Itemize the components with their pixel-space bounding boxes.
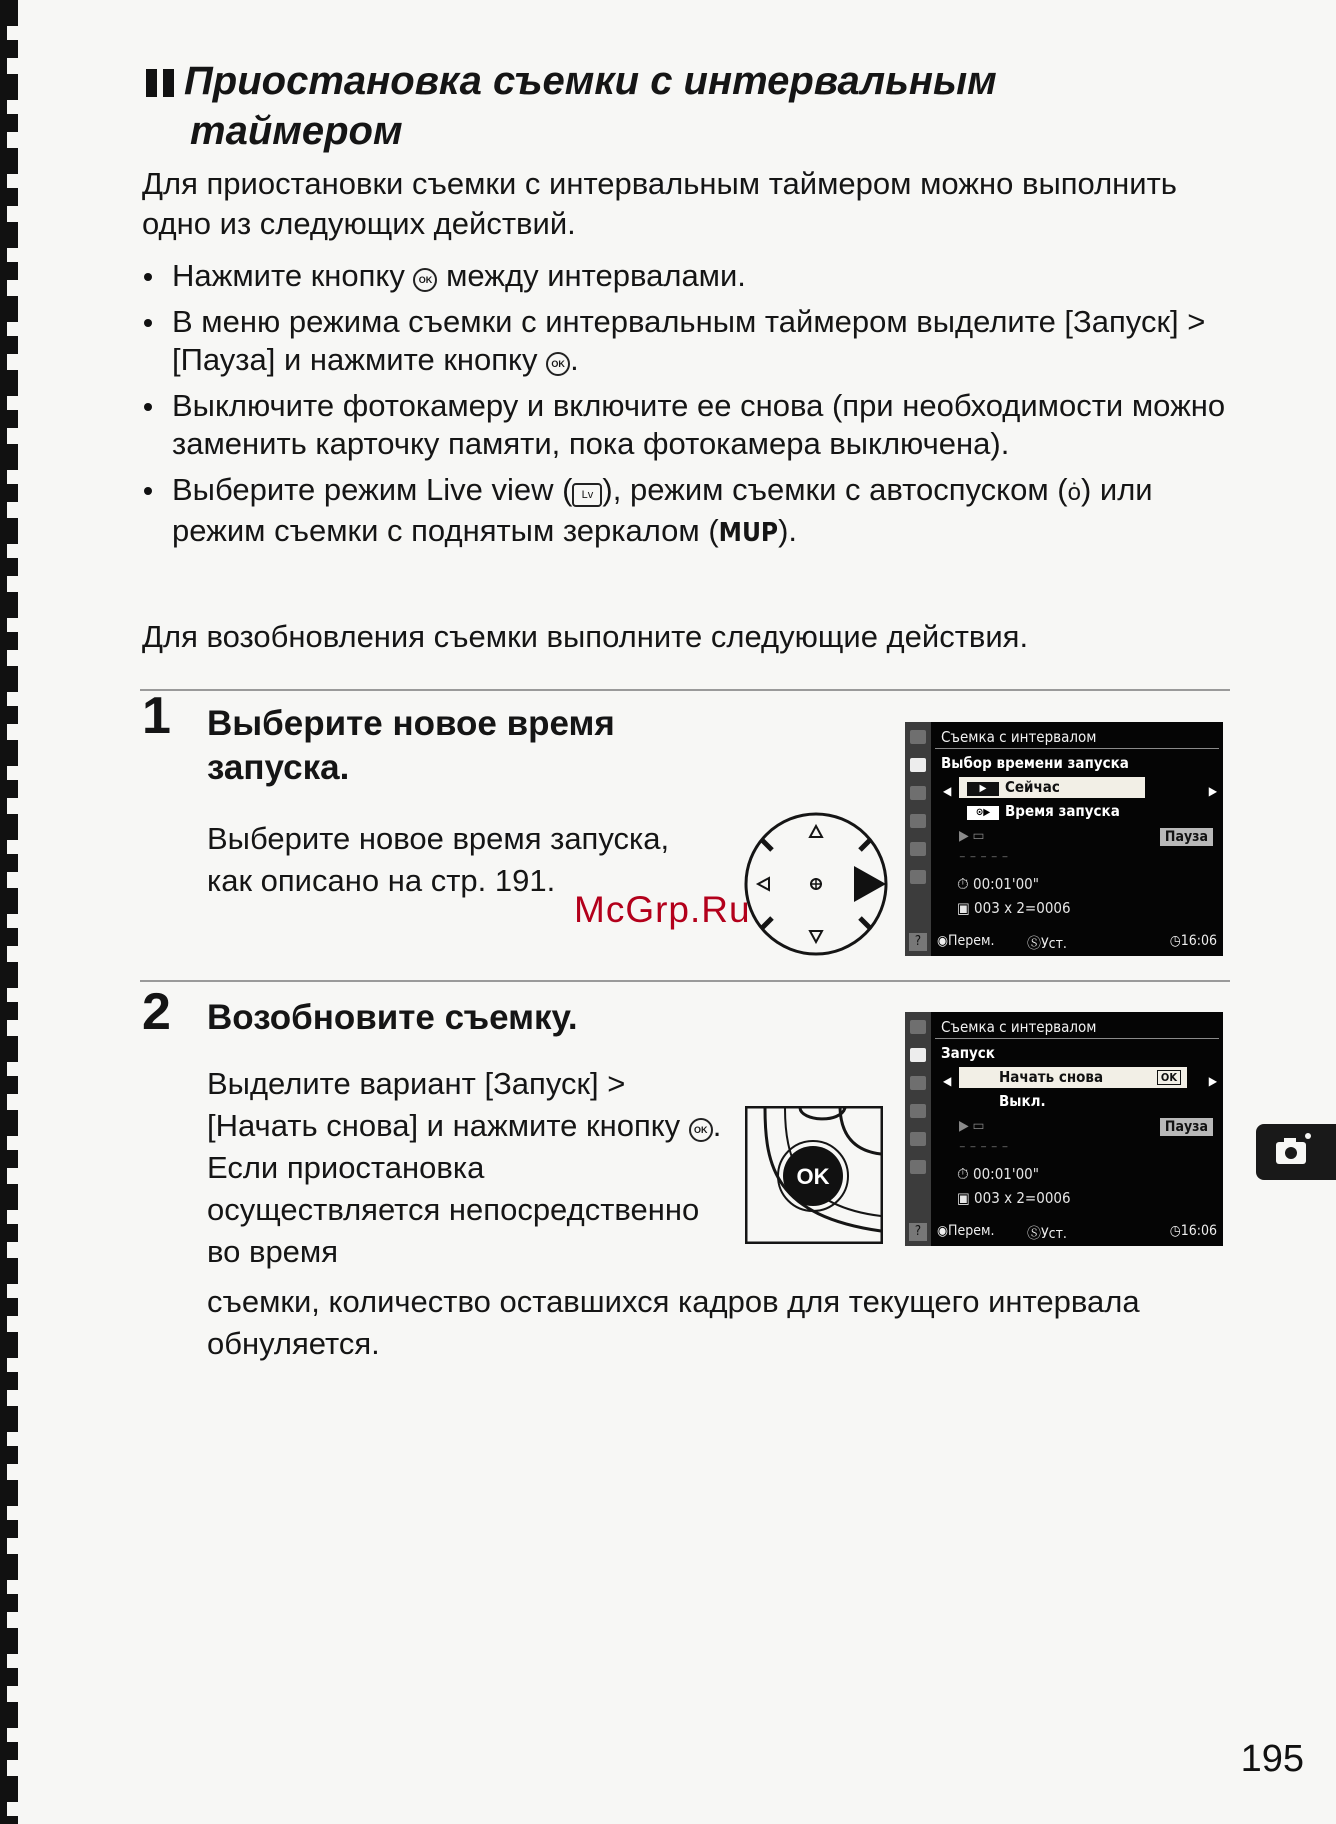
footer-move: ◉Перем.: [937, 1223, 995, 1239]
setup-tab-icon: [910, 814, 926, 828]
mymenu-tab-icon: [910, 1160, 926, 1174]
play-tag-icon: ▶: [967, 782, 999, 796]
shooting-tab-icon: [910, 1048, 926, 1062]
menu-tab-strip: [905, 722, 931, 956]
option-label: Время запуска: [1005, 802, 1120, 820]
interval-lines: [957, 1162, 1071, 1210]
divider: [140, 980, 1230, 982]
playback-tab-icon: [910, 1020, 926, 1034]
option-label: Сейчас: [1005, 778, 1060, 796]
bullet3-text: Выключите фотокамеру и включите ее снова (при необходимости можно заменить карточку памяти, пока фотокамера выключена).: [172, 388, 1226, 461]
right-arrow-icon: ▶: [1208, 784, 1217, 798]
footer-move: ◉Перем.: [937, 933, 995, 949]
step1-text: Выберите новое время запуска, как описано на стр. 191.: [207, 821, 670, 898]
watermark: McGrp.Ru: [574, 889, 751, 930]
section-title-line2: таймером: [190, 109, 403, 153]
camera-icon: [1256, 1124, 1336, 1180]
bullet4-text-2: ), режим съемки с автоспуском (: [602, 472, 1068, 507]
retouch-tab-icon: [910, 1132, 926, 1146]
camera-screen-step2: [905, 1012, 1223, 1246]
playback-tab-icon: [910, 730, 926, 744]
footer-time-text: 16:06: [1180, 933, 1217, 949]
resume-paragraph: Для возобновления съемки выполните следующие действия.: [142, 619, 1029, 654]
menu-option-restart[interactable]: [959, 1067, 1187, 1088]
list-item: [142, 257, 1232, 295]
camera-screen-step1: [905, 722, 1223, 956]
interval-value: ⏱ 00:01'00": [957, 875, 1039, 893]
bullet4-text-4: ).: [778, 513, 798, 548]
bullet2-text-end: .: [570, 342, 579, 377]
menu-option-now[interactable]: [959, 777, 1145, 798]
right-arrow-icon: ▶: [1208, 1074, 1217, 1088]
bullet4-text-3: ) или режим съемки с поднятым зеркалом (: [172, 472, 1153, 548]
camera-icon-dot: [1305, 1133, 1311, 1139]
step2-title: Возобновите съемку.: [207, 998, 578, 1037]
dashes-row: ⁻ ⁻ ⁻ ⁻ ⁻: [959, 852, 1009, 868]
menu-option-start-time[interactable]: [959, 801, 1145, 822]
binding-edge-solid: [0, 0, 7, 1824]
interval-text: 00:01'00": [973, 875, 1039, 893]
bullet2-text: В меню режима съемки с интервальным таймером выделите [Запуск] > [Пауза] и нажмите кнопку: [172, 304, 1206, 377]
shooting-tab-icon: [910, 758, 926, 772]
option-label: Начать снова: [999, 1068, 1104, 1086]
self-timer-icon: ȯ: [1067, 479, 1081, 506]
ok-button-diagram: [745, 1106, 883, 1244]
bullet1-text: Нажмите кнопку: [172, 258, 405, 293]
section-marker: [146, 69, 157, 97]
list-item: [142, 471, 1232, 552]
custom-tab-icon: [910, 1076, 926, 1090]
step1-number: 1: [142, 687, 171, 745]
shots-count: ▣ 003 x 2=0006: [957, 899, 1071, 917]
list-item: [142, 303, 1232, 379]
section-title-line1: Приостановка съемки с интервальным: [184, 59, 997, 103]
screen-subtitle: Выбор времени запуска: [941, 754, 1129, 772]
footer-time: ◷16:06: [1169, 1223, 1217, 1239]
setup-tab-icon: [910, 1104, 926, 1118]
screen-divider: [935, 1038, 1219, 1039]
ok-button-icon: OK: [413, 268, 437, 292]
shooting-menu-tab: [1256, 1124, 1336, 1180]
footer-time-text: 16:06: [1180, 1223, 1217, 1239]
custom-tab-icon: [910, 786, 926, 800]
step1-title: [207, 702, 615, 790]
option-label: Выкл.: [999, 1092, 1046, 1110]
shots-count: ▣ 003 x 2=0006: [957, 1189, 1071, 1207]
section-title: [146, 56, 1246, 156]
start-indicator-icon: ▶ ▭: [959, 828, 985, 844]
section-marker: [163, 69, 174, 97]
ok-button-icon: OK: [546, 352, 570, 376]
step2-text: [207, 1063, 722, 1273]
camera-icon-top: [1284, 1138, 1296, 1144]
ok-button-label: OK: [796, 1164, 830, 1189]
step2-number: 2: [142, 983, 171, 1041]
multi-selector-diagram: [742, 810, 890, 958]
screen-title: Съемка с интервалом: [941, 728, 1097, 746]
interval-text: 00:01'00": [973, 1165, 1039, 1183]
page-number: 195: [1240, 1738, 1304, 1780]
pause-label: Пауза: [1160, 828, 1213, 846]
pause-label: Пауза: [1160, 1118, 1213, 1136]
footer-set: ⓈУст.: [1027, 1226, 1067, 1242]
screen-title: Съемка с интервалом: [941, 1018, 1097, 1036]
left-arrow-icon: ◀: [943, 784, 952, 798]
screen-subtitle: Запуск: [941, 1044, 995, 1062]
help-icon: ?: [909, 1223, 927, 1241]
mymenu-tab-icon: [910, 870, 926, 884]
retouch-tab-icon: [910, 842, 926, 856]
divider: [140, 689, 1230, 691]
help-icon: ?: [909, 933, 927, 951]
mirror-up-icon: MUP: [718, 518, 779, 548]
menu-option-off[interactable]: [959, 1091, 1137, 1112]
intro-paragraph: Для приостановки съемки с интервальным таймером можно выполнить одно из следующих действий.: [142, 166, 1177, 241]
pause-methods-list: [142, 257, 1232, 560]
footer-move-text: Перем.: [948, 933, 995, 949]
step2-text-a: Выделите вариант [Запуск] >[Начать снова] и нажмите кнопку: [207, 1066, 681, 1143]
screen-footer: [914, 1222, 1217, 1244]
step1-title-line2: запуска.: [207, 748, 350, 787]
menu-tab-strip: [905, 1012, 931, 1246]
count-text: 003 x 2=0006: [974, 899, 1071, 917]
footer-move-text: Перем.: [948, 1223, 995, 1239]
bullet4-text: Выберите режим Live view (: [172, 472, 573, 507]
screen-divider: [935, 748, 1219, 749]
step2-text-b: . Если приостановка осуществляется непосредственно во время: [207, 1108, 722, 1269]
step1-title-line1: Выберите новое время: [207, 704, 615, 743]
footer-set-text: Уст.: [1041, 1226, 1067, 1242]
ok-tag-icon: OK: [1157, 1070, 1181, 1085]
left-arrow-icon: ◀: [943, 1074, 952, 1088]
live-view-icon: Lv: [572, 483, 602, 507]
footer-set: ⓈУст.: [1027, 936, 1067, 952]
list-item: [142, 387, 1232, 463]
screen-footer: [914, 932, 1217, 954]
count-text: 003 x 2=0006: [974, 1189, 1071, 1207]
footer-time: ◷16:06: [1169, 933, 1217, 949]
bullet1-text-end: между интервалами.: [446, 258, 746, 293]
footer-set-text: Уст.: [1041, 936, 1067, 952]
camera-icon-lens: [1285, 1147, 1297, 1159]
dashes-row: ⁻ ⁻ ⁻ ⁻ ⁻: [959, 1142, 1009, 1158]
interval-value: ⏱ 00:01'00": [957, 1165, 1039, 1183]
step2-text-continued: съемки, количество оставшихся кадров для текущего интервала обнуляется.: [207, 1284, 1140, 1361]
start-indicator-icon: ▶ ▭: [959, 1118, 985, 1134]
interval-lines: [957, 872, 1071, 920]
ok-button-icon: OK: [689, 1118, 713, 1142]
timer-play-tag-icon: ⊙▶: [967, 806, 999, 820]
